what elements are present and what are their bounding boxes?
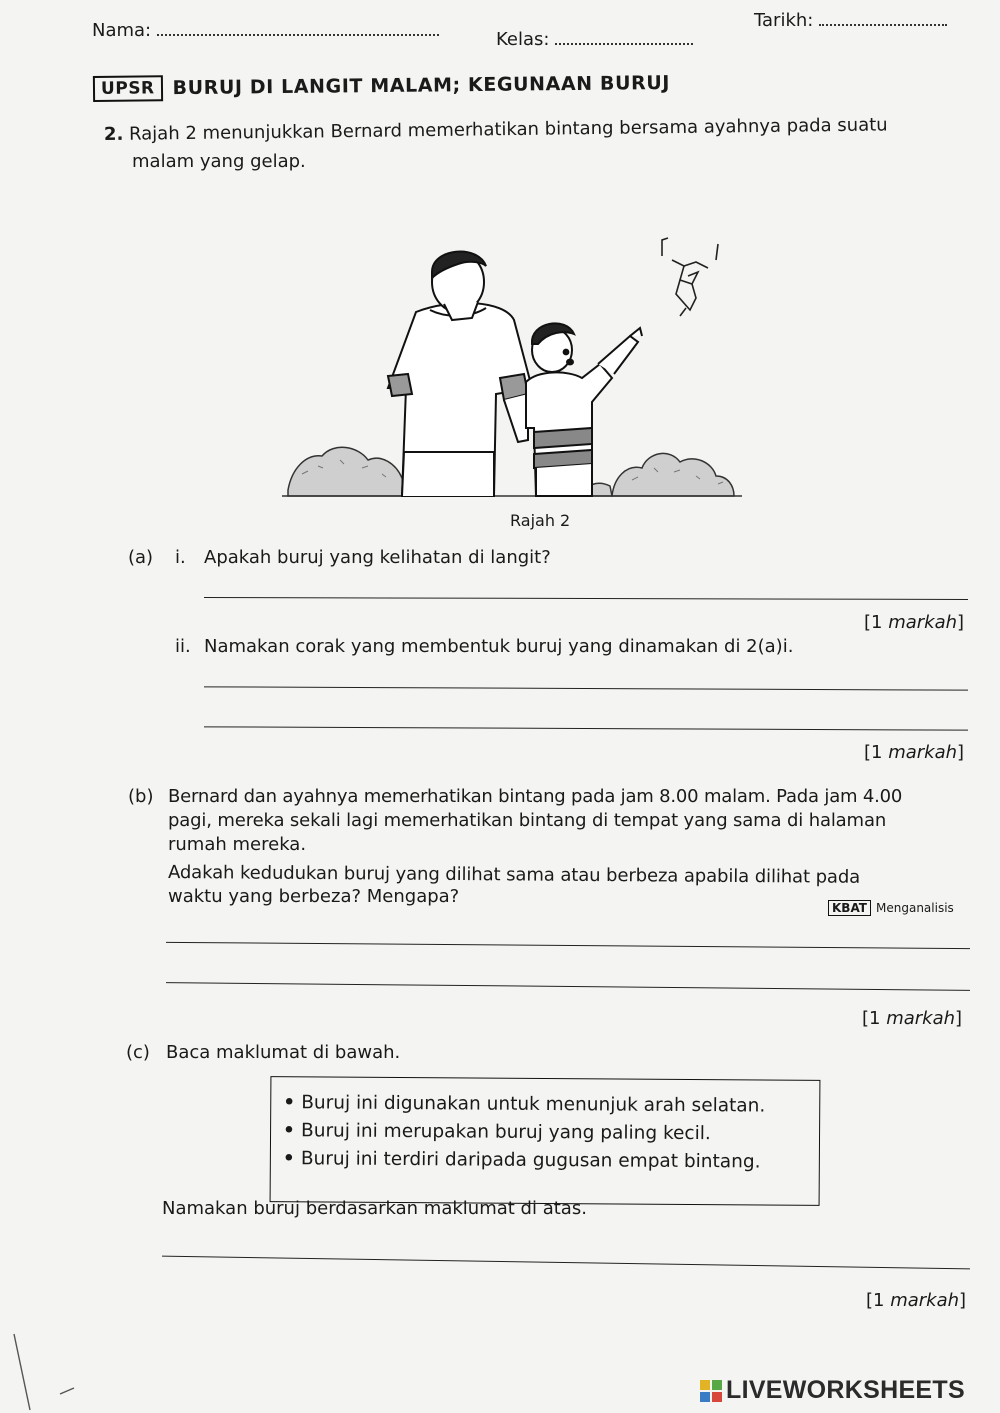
- intro-text-2: malam yang gelap.: [132, 151, 306, 172]
- liveworksheets-logo: [700, 1376, 965, 1405]
- part-b-label: (b): [128, 786, 154, 807]
- mark-label: [1 markah]: [864, 742, 965, 763]
- stargazing-illustration: [282, 228, 742, 504]
- part-c-text: Baca maklumat di bawah.: [166, 1042, 401, 1063]
- part-b-line5: waktu yang berbeza? Mengapa?: [168, 886, 460, 907]
- bushes: [288, 447, 734, 496]
- answer-line-a-i[interactable]: [204, 597, 968, 600]
- info-bullet: • Buruj ini terdiri daripada gugusan empat bintang.: [301, 1145, 819, 1177]
- mark-label: [1 markah]: [866, 1290, 967, 1311]
- answer-line-b-1[interactable]: [166, 942, 970, 949]
- son-figure: [526, 323, 642, 496]
- nama-label: Nama:: [92, 20, 152, 41]
- kelas-blank[interactable]: [555, 43, 693, 45]
- info-bullet: • Buruj ini merupakan buruj yang paling kecil.: [301, 1117, 819, 1149]
- info-list: [271, 1089, 820, 1177]
- question-number: 2.: [103, 123, 124, 145]
- nama-field: [92, 20, 439, 42]
- kbat-tag: KBAT: [828, 900, 871, 916]
- kelas-label: Kelas:: [496, 29, 550, 50]
- upsr-tag: UPSR: [93, 75, 163, 102]
- intro-text-1: Rajah 2 menunjukkan Bernard memerhatikan bintang bersama ayahnya pada suatu: [128, 114, 888, 145]
- part-b-line3: rumah mereka.: [168, 834, 307, 855]
- part-b-line1: Bernard dan ayahnya memerhatikan bintang pada jam 8.00 malam. Pada jam 4.00: [168, 786, 903, 807]
- figure-caption: Rajah 2: [510, 511, 571, 530]
- tarikh-blank[interactable]: [819, 24, 947, 26]
- brand-name: LIVEWORKSHEETS: [726, 1376, 965, 1404]
- part-a-ii-num: ii.: [175, 636, 191, 657]
- nama-blank[interactable]: [157, 34, 439, 36]
- question-intro-line1: [104, 114, 888, 146]
- page-edge-mark: [0, 1330, 80, 1413]
- part-b-line2: pagi, mereka sekali lagi memerhatikan bintang di tempat yang sama di halaman: [168, 810, 887, 831]
- part-a-ii-text: Namakan corak yang membentuk buruj yang dinamakan di 2(a)i.: [204, 636, 794, 657]
- answer-line-c[interactable]: [162, 1256, 970, 1270]
- kbat-badge: [828, 900, 954, 916]
- kbat-label: Menganalisis: [876, 901, 954, 915]
- info-box: [270, 1076, 821, 1206]
- part-b-line4: Adakah kedudukan buruj yang dilihat sama atau berbeza apabila dilihat pada: [167, 862, 861, 888]
- section-title: BURUJ DI LANGIT MALAM; KEGUNAAN BURUJ: [172, 71, 671, 100]
- tarikh-label: Tarikh:: [754, 10, 814, 31]
- answer-line-b-2[interactable]: [166, 982, 970, 991]
- answer-line-a-ii-1[interactable]: [204, 686, 968, 690]
- mark-label: [1 markah]: [864, 612, 965, 633]
- kelas-field: [496, 29, 693, 51]
- tarikh-field: [754, 10, 947, 32]
- info-bullet: • Buruj ini digunakan untuk menunjuk arah selatan.: [301, 1089, 819, 1121]
- part-c-label: (c): [126, 1042, 150, 1063]
- mark-label: [1 markah]: [862, 1008, 963, 1029]
- answer-line-a-ii-2[interactable]: [204, 726, 968, 730]
- section-heading: [93, 70, 670, 102]
- part-a-i-num: i.: [175, 547, 186, 568]
- part-a-label: (a): [128, 547, 154, 568]
- part-c-question: Namakan buruj berdasarkan maklumat di atas.: [162, 1198, 587, 1219]
- part-a-i-text: Apakah buruj yang kelihatan di langit?: [204, 547, 551, 568]
- constellation-drawing: [662, 238, 718, 316]
- father-figure: [388, 252, 532, 496]
- logo-squares-icon: [700, 1380, 722, 1402]
